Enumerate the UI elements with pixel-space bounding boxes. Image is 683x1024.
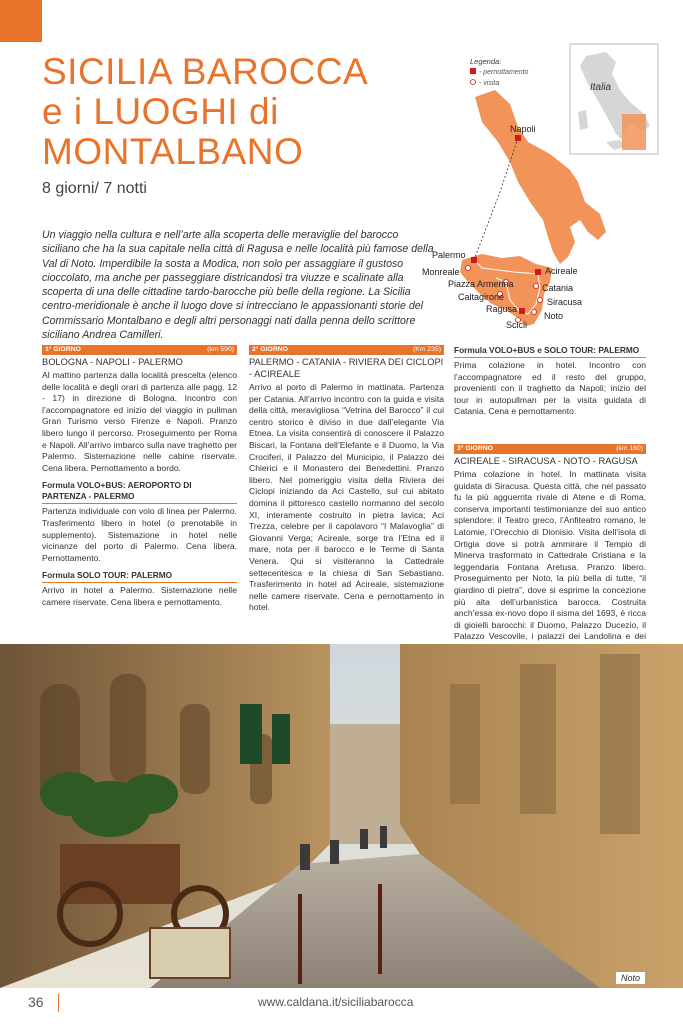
- label-monreale: Monreale: [422, 267, 460, 277]
- title-line-3: MONTALBANO: [42, 131, 304, 172]
- marker-monreale: [466, 266, 471, 271]
- day2-km: (Km 235): [413, 346, 441, 353]
- label-catania: Catania: [542, 283, 574, 293]
- title-line-2: e i LUOGHI di: [42, 91, 279, 132]
- day1-formula1-text: Partenza individuale con volo di linea per Palermo. Trasferimento libero in hotel (o prenotabile in supplemento). Sistemazione in hotel nelle vicinanze del porto di Palermo. Cena libera. Pernottamento.: [42, 506, 237, 563]
- page-number: 36: [28, 994, 44, 1010]
- day1-km: (km 590): [207, 346, 234, 353]
- day1-formula2-title: Formula SOLO TOUR: PALERMO: [42, 570, 237, 583]
- footer-divider: [58, 994, 59, 1012]
- label-acireale: Acireale: [545, 266, 578, 276]
- day3-label: 3° GIORNO: [457, 444, 493, 452]
- day1-route: BOLOGNA - NAPOLI - PALERMO: [42, 357, 183, 367]
- website-link[interactable]: www.caldana.it/siciliabarocca: [258, 995, 414, 1009]
- label-caltagirone: Caltagirone: [458, 292, 505, 302]
- label-noto: Noto: [544, 311, 564, 321]
- marker-palermo: [471, 257, 477, 263]
- title-line-1: SICILIA BAROCCA: [42, 51, 369, 92]
- day2-header: [249, 345, 444, 355]
- label-piazza: Piazza Armerina: [448, 279, 514, 289]
- day3-text: Prima colazione in hotel. In mattinata visita guidata di Siracusa. Questa città, che nel passato fu la più agguerrita rivale di Atene e di Roma, conserva importanti testimonianze del suo antico splendore: il Teatro greco, l’Anfiteatro romano, le Latomie, l’Orecchio di Dionisio. Visita dell’isola di Ortigia dove si potrà ammirare il Tempio di Minerva trasformato in Cattedrale Cristiana e la leggendaria Fontana Aretusa. Pranzo libero. Proseguimento per Noto, la più bella di tutte, “il giardino di pietra”, dove si esprime la concezione più alta dell’urbanistica barocca. Costruita anch’essa ex-novo dopo il sisma del 1693, è ricca di gioielli barocchi: il Duomo, Palazzo Ducezio, il Palazzo Vescovile, i palazzi dei Landolina e dei: [454, 468, 646, 642]
- intro-paragraph: Un viaggio nella cultura e nell’arte alla scoperta delle meraviglie del barocco siciliano che ha la sua capitale nella città di Ragusa e nelle località più famose della Val di Noto. Imperdibile la sosta a Modica, non solo per assaggiare il gustoso cioccolato, ma anche per passeggiare districandosi tra viuzze e scalinate alla scoperta di una delle cittadine tardo-barocche più belle della regione. La Sicilia centro-meridionale è anche il luogo dove si intrecciano le appassionanti storie del Commissario Montalbano e degli altri personaggi nati dalla penna dello scrittore siciliano Andrea Camilleri.: [42, 229, 434, 342]
- day2-label: 2° GIORNO: [252, 346, 288, 353]
- column-day3: [454, 345, 646, 658]
- day3-header: [454, 444, 646, 454]
- photo-illustration: [0, 644, 683, 988]
- legend-overnight-swatch: [470, 68, 476, 74]
- page-title: [42, 52, 382, 172]
- route-map: [410, 42, 683, 342]
- label-scicli: Scicli: [506, 320, 528, 330]
- marker-siracusa: [538, 298, 543, 303]
- marker-noto: [532, 310, 537, 315]
- column-day2: [249, 345, 444, 618]
- day1-label: 1° GIORNO: [45, 346, 81, 353]
- label-ragusa: Ragusa: [486, 304, 518, 314]
- map-svg: [410, 42, 683, 342]
- label-napoli: Napoli: [510, 124, 536, 134]
- day1-formula1-title: Formula VOLO+BUS: AEROPORTO DI PARTENZA - PALERMO: [42, 480, 237, 504]
- day2-formula-title: Formula VOLO+BUS e SOLO TOUR: PALERMO: [454, 345, 646, 358]
- day1-header: [42, 345, 237, 355]
- label-palermo: Palermo: [432, 250, 466, 260]
- day3-route: ACIREALE - SIRACUSA - NOTO - RAGUSA: [454, 455, 638, 466]
- legend-title: Legenda:: [470, 57, 502, 66]
- sicily: [460, 254, 552, 326]
- legend-overnight: - pernottamento: [479, 69, 529, 76]
- day1-text: Al mattino partenza dalla località prescelta (elenco delle località e degli orari di partenza alle pagg. 12 - 17) in direzione di Bologna. Incontro con l’accompagnatore ed inizio del viaggio in pullman Gran Turismo verso Firenze e Napoli. Pranzo libero lungo il percorso. Proseguimento per Roma e Napoli. All’arrivo imbarco sulla nave traghetto per Palermo. Sistemazione nelle cabine riservate. Cena libera. Pernottamento a bordo.: [42, 370, 237, 473]
- day1-formula2-text: Arrivo in hotel a Palermo. Sistemazione nelle camere riservate. Cena libera e pernottamento.: [42, 585, 237, 607]
- inset-label: Italia: [590, 82, 612, 93]
- corner-accent: [0, 0, 42, 42]
- photo-caption: Noto: [616, 972, 645, 984]
- marker-acireale: [535, 269, 541, 275]
- day2-text: Arrivo al porto di Palermo in mattinata. Partenza per Catania. All’arrivo incontro con la guida e visita della città, meravigliosa “Vetrina del Barocco” il cui centro storico è diviso in due dall’elegante Via Etnea. La visita consentirà di conoscere il Palazzo Biscari, la Fontana dell’Elefante e il Duomo, la Via Crociferi, il Palazzo del Municipio, il Palazzo dei Chierici e il Monastero dei Benedettini. Pranzo libero. Nel pomeriggio visita della Riviera dei Ciclopi iniziando da Aci Castello, sul cui abitato domina il pittoresco castello normanno del secolo XI, interamente costruito in pietra lavica; Aci Trezza, celebre per il capolavoro “I Malavoglia” di Giovanni Verga; Acireale, sorge tra l’Etna ed il mare, nota per il barocco e le Terme di Santa Venera. Qui si visiteranno la Cattedrale settecentesca e la chiesa di San Sebastiano. Trasferimento in hotel ad Acireale, sistemazione nelle camere riservate. Cena e pernottamento in hotel.: [249, 382, 444, 613]
- day2-route: PALERMO - CATANIA - RIVIERA DEI CICLOPI - ACIREALE: [249, 357, 444, 379]
- marker-napoli: [515, 135, 521, 141]
- marker-catania: [534, 284, 539, 289]
- inset-highlight: [622, 114, 646, 150]
- legend-visit-swatch: [471, 80, 476, 85]
- column-day1: [42, 345, 237, 613]
- label-siracusa: Siracusa: [547, 297, 583, 307]
- marker-ragusa: [519, 308, 525, 314]
- day2-formula-text: Prima colazione in hotel. Incontro con l’accompagnatore ed il resto del gruppo, provenienti con il traghetto da Napoli; inizio del tour in autopullman per la visita guidata di Catania. Cena e pernottamento.: [454, 360, 646, 417]
- noto-street-photo: [0, 644, 683, 988]
- legend-visit: - visita: [479, 80, 500, 87]
- duration-subtitle: 8 giorni/ 7 notti: [42, 180, 147, 197]
- day3-km: (km 160): [616, 444, 643, 452]
